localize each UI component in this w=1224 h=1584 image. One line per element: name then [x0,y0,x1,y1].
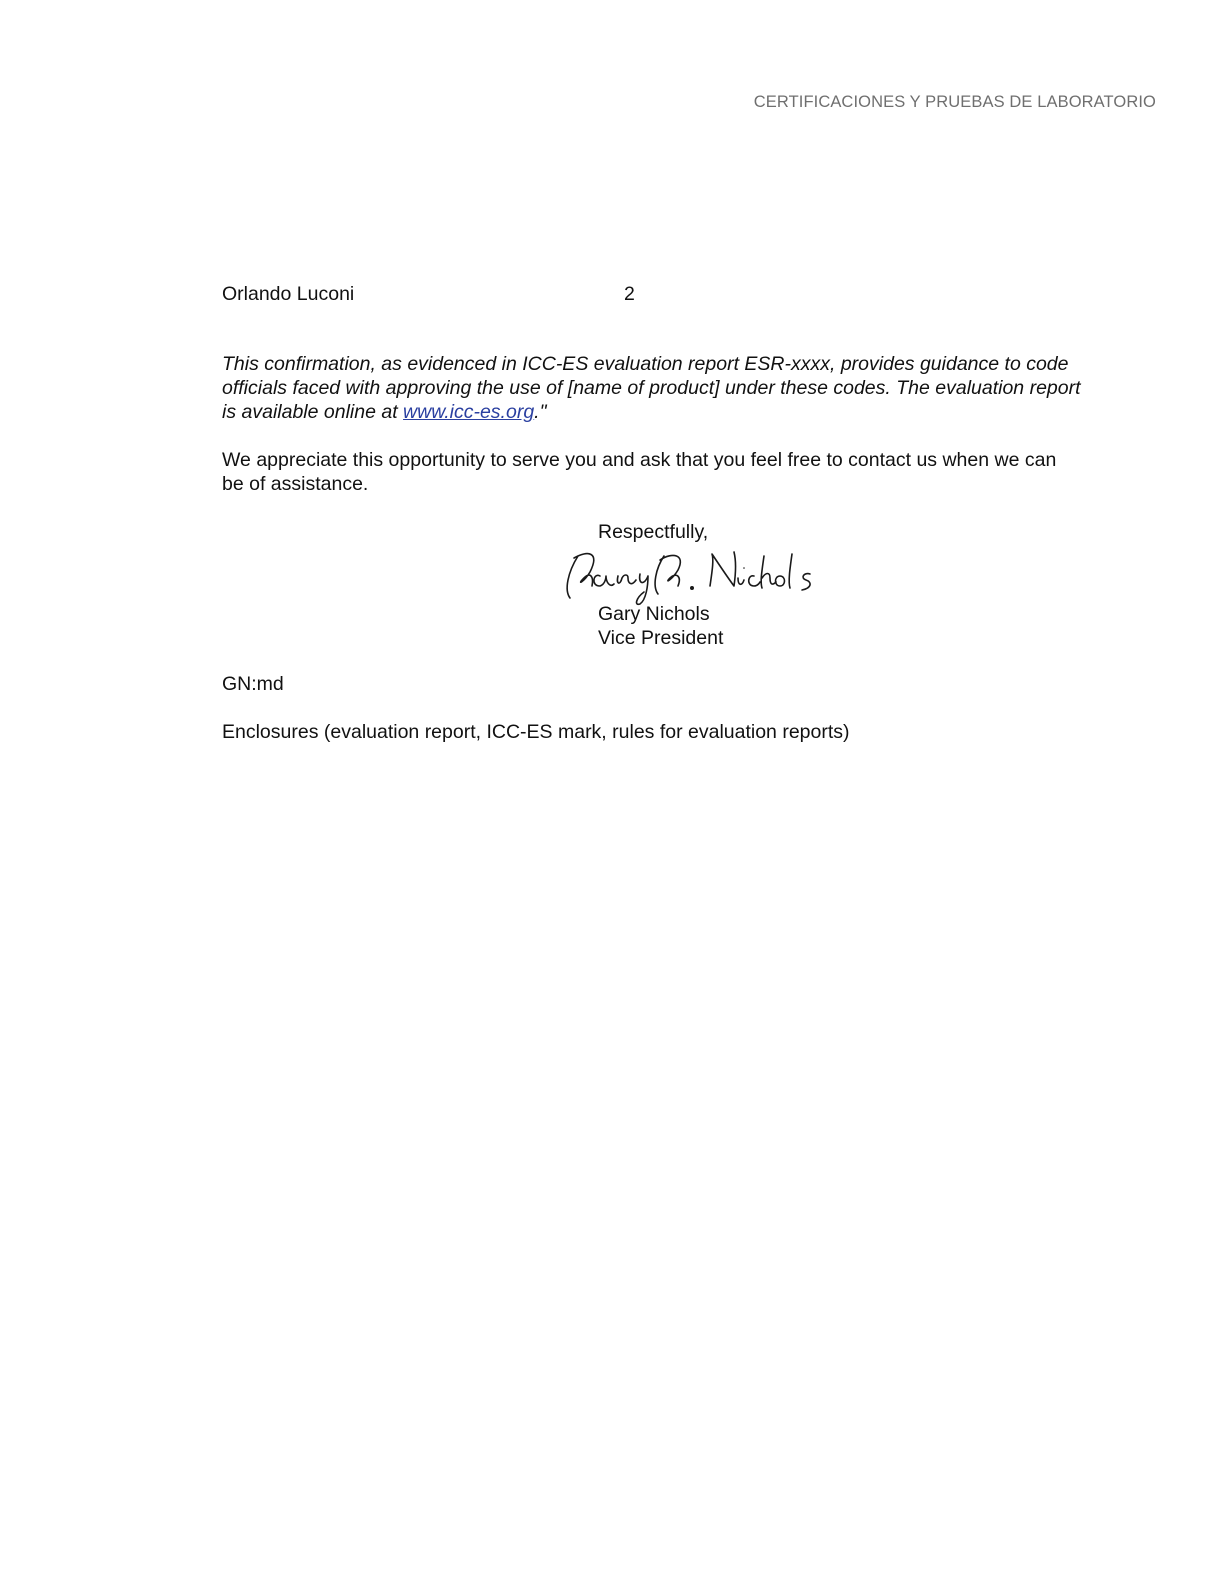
appreciation-paragraph: We appreciate this opportunity to serve you and ask that you feel free to contact us when we can be of assistance. [222,449,1057,495]
signer-title: Vice President [598,627,724,649]
quote-text-after-link: ." [534,401,547,423]
enclosures-line: Enclosures (evaluation report, ICC-ES mark, rules for evaluation reports) [222,721,850,743]
recipient-name: Orlando Luconi [222,283,355,305]
quote-text-before-link: This confirmation, as evidenced in ICC-ES evaluation report ESR-xxxx, provides guidance to code officials faced with approving the use of [name of product] under these codes. The evaluation report is available online at [222,353,1081,423]
reference-initials: GN:md [222,673,284,695]
page-number: 2 [624,283,635,305]
continuation-page-header [222,282,1082,308]
icc-es-website-link[interactable]: www.icc-es.org [403,401,535,423]
signer-name: Gary Nichols [598,603,710,625]
quoted-confirmation-paragraph [222,352,1082,424]
closing-salutation: Respectfully, [598,521,709,543]
letter-body [222,282,1082,744]
signature-block [222,520,1082,672]
running-header-title: CERTIFICACIONES Y PRUEBAS DE LABORATORIO [753,93,1156,111]
